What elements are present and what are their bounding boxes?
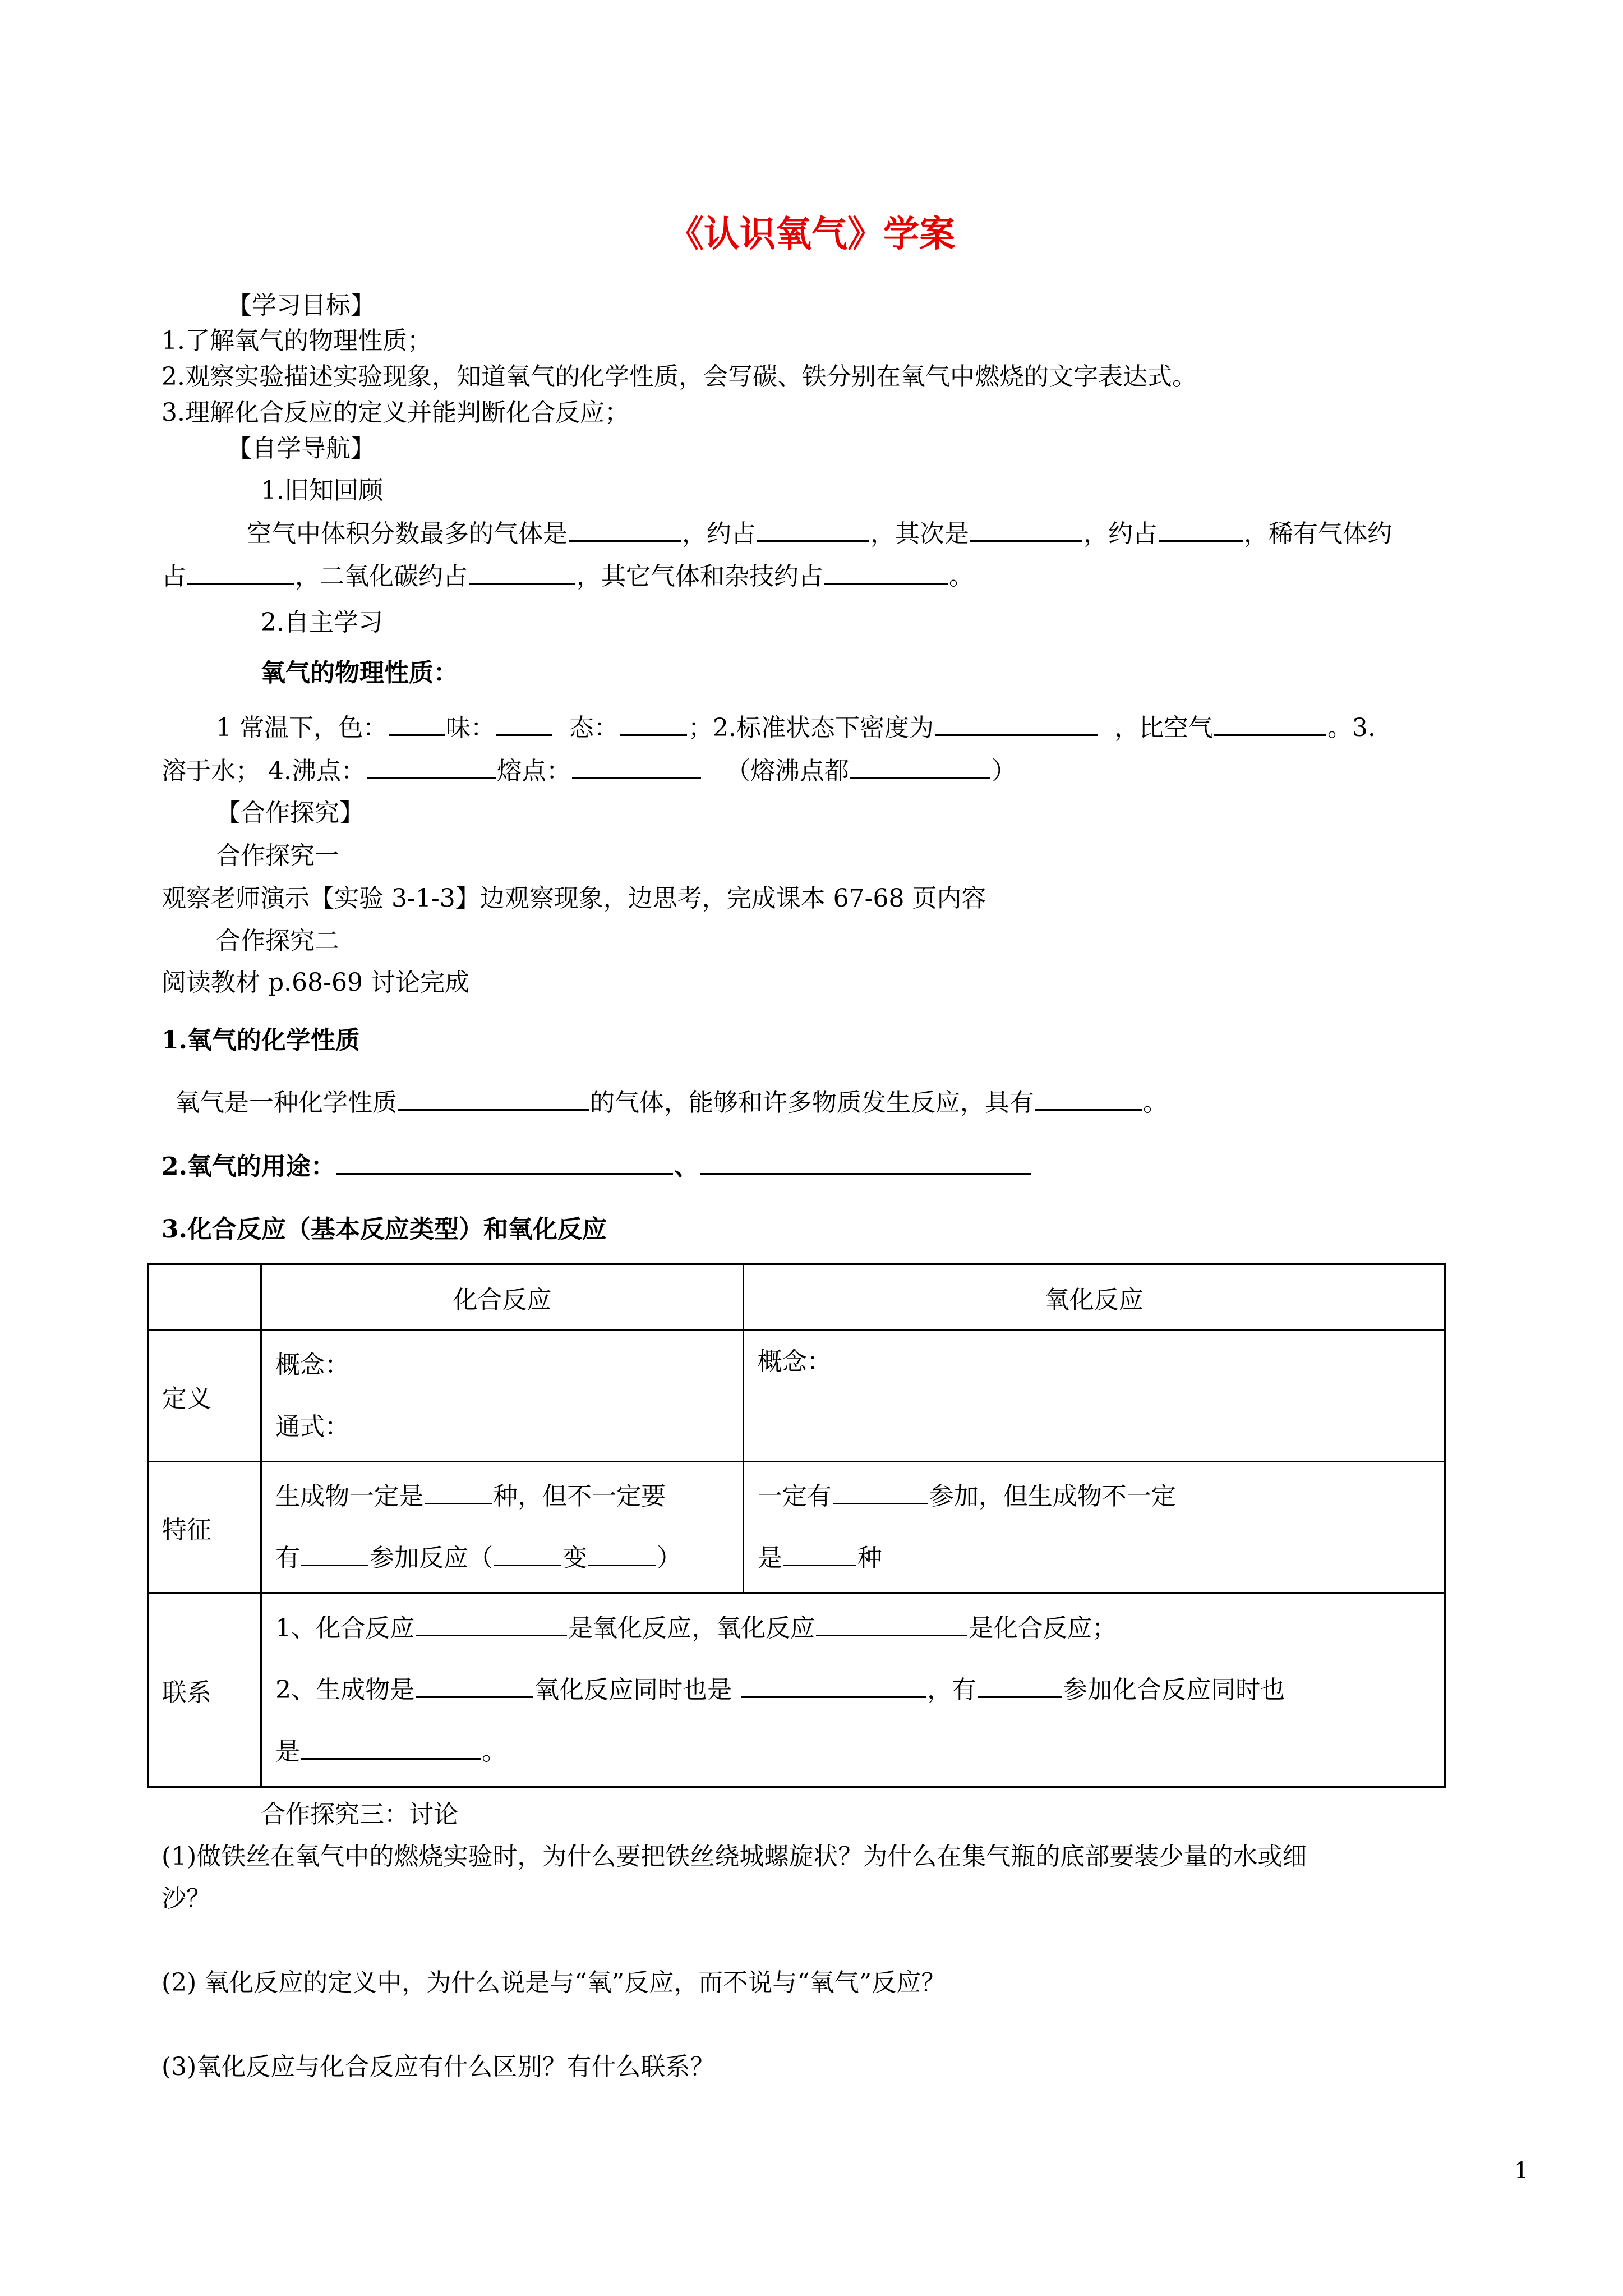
fill-blank[interactable]	[572, 755, 701, 779]
fill-blank[interactable]	[935, 712, 1098, 736]
fill-blank[interactable]	[970, 518, 1082, 542]
row-header-feature: 特征	[148, 1462, 261, 1593]
autonomous-heading: 2.自主学习	[261, 608, 383, 637]
fill-blank[interactable]	[620, 712, 687, 736]
fill-blank[interactable]	[816, 1612, 967, 1636]
physical-line-1: 1 常温下，色： 味： 态： ；2.标准状态下密度为 ，比空气 。3.	[216, 711, 1376, 745]
reaction-comparison-table	[147, 1263, 1446, 1788]
fill-blank[interactable]	[496, 712, 552, 736]
goal-item-3: 3.理解化合反应的定义并能判断化合反应；	[162, 398, 629, 427]
fill-blank[interactable]	[741, 1674, 926, 1698]
definition-oxidation-cell: 概念：	[743, 1331, 1445, 1462]
fill-blank[interactable]	[1035, 1087, 1142, 1111]
fill-blank[interactable]	[336, 1151, 673, 1175]
question-1-line-1: (1)做铁丝在氧气中的燃烧实验时，为什么要把铁丝绕城螺旋状？为什么在集气瓶的底部要装少量的水或细	[162, 1842, 1307, 1871]
table-row	[148, 1593, 1445, 1787]
fill-blank[interactable]	[187, 560, 294, 585]
coop-two-text: 阅读教材 p.68-69 讨论完成	[162, 968, 469, 997]
page-number: 1	[1514, 2158, 1529, 2184]
relation-cell: 1、化合反应 是氧化反应，氧化反应 是化合反应； 2、生成物是 氧化反应同时也是 ，有 参加化合反应同时也 是 。	[261, 1593, 1445, 1787]
fill-blank[interactable]	[389, 712, 445, 736]
uses-line: 2.氧气的用途： 、	[162, 1150, 1032, 1184]
question-1-line-2: 沙？	[162, 1884, 211, 1913]
fill-blank[interactable]	[494, 1542, 561, 1566]
fill-blank[interactable]	[1159, 518, 1243, 542]
coop-one-heading: 合作探究一	[216, 841, 339, 870]
physical-line-2: 溶于水； 4.沸点： 熔点： （熔沸点都 ）	[162, 754, 1016, 788]
fill-blank[interactable]	[569, 518, 681, 542]
fill-blank[interactable]	[757, 518, 869, 542]
feature-combination-cell: 生成物一定是 种，但不一定要 有 参加反应（ 变 ）	[261, 1462, 744, 1593]
fill-blank[interactable]	[783, 1542, 856, 1566]
discussion-heading: 合作探究三：讨论	[261, 1800, 458, 1829]
fill-blank[interactable]	[588, 1542, 656, 1566]
table-row	[148, 1462, 1445, 1593]
row-header-definition: 定义	[148, 1331, 261, 1462]
goal-item-1: 1.了解氧气的物理性质；	[162, 326, 432, 355]
fill-blank[interactable]	[425, 1480, 492, 1504]
reaction-types-heading: 3.化合反应（基本反应类型）和氧化反应	[162, 1215, 607, 1244]
fill-blank[interactable]	[367, 755, 496, 779]
fill-blank[interactable]	[833, 1480, 928, 1504]
fill-blank[interactable]	[416, 1612, 567, 1636]
definition-combination-cell: 概念： 通式：	[261, 1331, 744, 1462]
table-corner-cell	[148, 1264, 261, 1331]
fill-blank[interactable]	[700, 1151, 1031, 1175]
fill-blank[interactable]	[824, 560, 948, 585]
review-line-2: 占 ，二氧化碳约占 ，其它气体和杂技约占 。	[162, 560, 974, 593]
coop-heading: 【合作探究】	[216, 799, 364, 827]
row-header-relation: 联系	[148, 1593, 261, 1787]
fill-blank[interactable]	[301, 1542, 368, 1566]
column-header-oxidation: 氧化反应	[743, 1264, 1445, 1331]
review-line-1: 空气中体积分数最多的气体是 ，约占 ，其次是 ，约占 ，稀有气体约	[247, 517, 1392, 551]
page-title: 《认识氧气》学案	[668, 213, 955, 255]
fill-blank[interactable]	[469, 560, 575, 585]
table-row	[148, 1264, 1445, 1331]
column-header-combination: 化合反应	[261, 1264, 744, 1331]
table-row	[148, 1331, 1445, 1462]
goal-item-2: 2.观察实验描述实验现象，知道氧气的化学性质，会写碳、铁分别在氧气中燃烧的文字表达式。	[162, 362, 1197, 391]
self-study-heading: 【自学导航】	[227, 434, 375, 463]
physical-properties-heading: 氧气的物理性质：	[261, 659, 458, 687]
fill-blank[interactable]	[416, 1674, 533, 1698]
fill-blank[interactable]	[301, 1736, 481, 1760]
fill-blank[interactable]	[978, 1674, 1062, 1698]
fill-blank[interactable]	[850, 755, 990, 779]
feature-oxidation-cell: 一定有 参加，但生成物不一定 是 种	[743, 1462, 1445, 1593]
question-3: (3)氧化反应与化合反应有什么区别？有什么联系？	[162, 2053, 715, 2081]
review-heading: 1.旧知回顾	[261, 476, 383, 505]
chem-properties-text: 氧气是一种化学性质 的气体，能够和许多物质发生反应，具有 。	[175, 1086, 1168, 1120]
goals-heading: 【学习目标】	[227, 291, 375, 320]
coop-one-text: 观察老师演示【实验 3-1-3】边观察现象，边思考，完成课本 67-68 页内容	[162, 884, 986, 913]
fill-blank[interactable]	[398, 1087, 589, 1111]
fill-blank[interactable]	[1214, 712, 1326, 736]
question-2: (2) 氧化反应的定义中，为什么说是与“氧”反应，而不说与“氧气”反应？	[162, 1968, 946, 1997]
chem-properties-heading: 1.氧气的化学性质	[162, 1026, 360, 1055]
coop-two-heading: 合作探究二	[216, 927, 339, 955]
